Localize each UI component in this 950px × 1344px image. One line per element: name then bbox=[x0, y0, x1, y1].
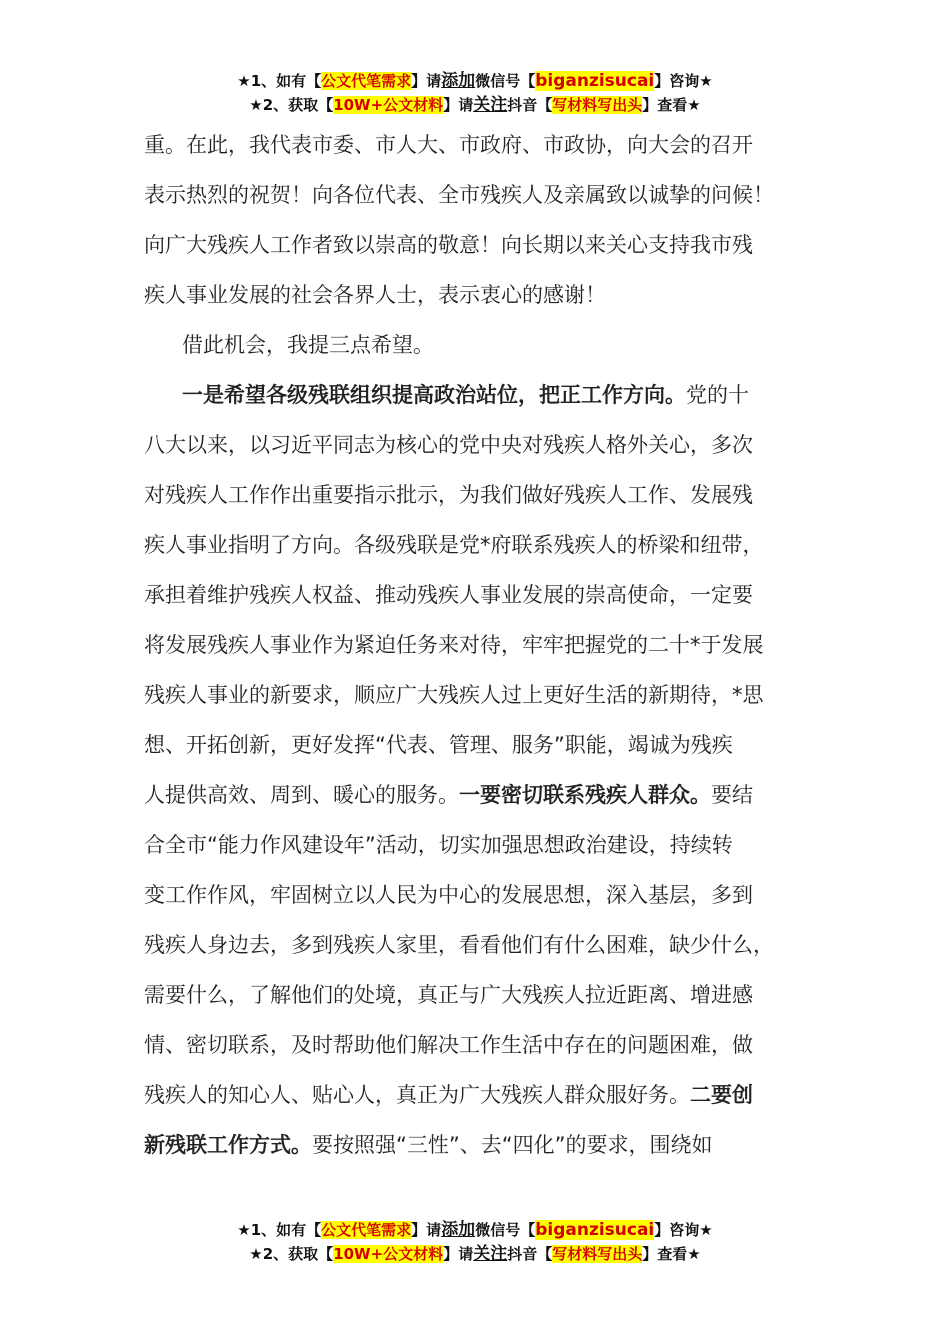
banner-douyin-id: 写材料写出头 bbox=[552, 1245, 643, 1263]
banner-douyin-id: 写材料写出头 bbox=[552, 96, 643, 114]
banner-underlined-text: 关注 bbox=[473, 1244, 508, 1264]
banner-underlined-text: 关注 bbox=[473, 95, 508, 115]
text-line: 情、密切联系，及时帮助他们解决工作生活中存在的问题困难，做 bbox=[144, 1033, 753, 1057]
text-run: 要结 bbox=[711, 783, 753, 807]
text-line: 承担着维护残疾人权益、推动残疾人事业发展的崇高使命，一定要 bbox=[144, 583, 753, 607]
text-run: 残疾人的知心人、贴心人，真正为广大残疾人群众服好务。 bbox=[144, 1083, 690, 1107]
text-line: 将发展残疾人事业作为紧迫任务来对待，牢牢把握党的二十*于发展 bbox=[144, 633, 764, 657]
banner-highlight: 10W+公文材料 bbox=[333, 96, 444, 114]
banner-text: ★1、如有【 bbox=[237, 1221, 322, 1239]
banner-line-2 bbox=[0, 93, 950, 117]
text-line: 想、开拓创新，更好发挥“代表、管理、服务”职能，竭诚为残疾 bbox=[144, 733, 733, 757]
text-line: 疾人事业指明了方向。各级残联是党*府联系残疾人的桥梁和纽带， bbox=[144, 533, 764, 557]
banner-wechat-id: biganzisucai bbox=[535, 71, 655, 91]
banner-underlined-text: 添加 bbox=[441, 71, 476, 91]
text-line: 疾人事业发展的社会各界人士，表示衷心的感谢！ bbox=[144, 283, 606, 307]
banner-text: 】查看★ bbox=[642, 1245, 701, 1263]
footer-banner bbox=[0, 1218, 950, 1266]
text-line bbox=[144, 1070, 824, 1120]
banner-text: 】请 bbox=[411, 72, 442, 90]
bold-subheading: 新残联工作方式。 bbox=[144, 1133, 312, 1157]
banner-wechat-id: biganzisucai bbox=[535, 1220, 655, 1240]
banner-line-1 bbox=[0, 69, 950, 93]
text-line: 对残疾人工作作出重要指示批示，为我们做好残疾人工作、发展残 bbox=[144, 483, 753, 507]
banner-text: ★2、获取【 bbox=[249, 96, 334, 114]
banner-text: 抖音【 bbox=[507, 96, 553, 114]
bold-subheading: 一要密切联系残疾人群众。 bbox=[459, 783, 711, 807]
bold-heading: 一是希望各级残联组织提高政治站位，把正工作方向。 bbox=[182, 383, 686, 407]
banner-text: 抖音【 bbox=[507, 1245, 553, 1263]
banner-line-1 bbox=[0, 1218, 950, 1242]
banner-text: 】请 bbox=[411, 1221, 442, 1239]
paragraph-heading-line bbox=[144, 370, 824, 420]
banner-text: 】查看★ bbox=[642, 96, 701, 114]
banner-underlined-text: 添加 bbox=[441, 1220, 476, 1240]
text-line: 残疾人身边去，多到残疾人家里，看看他们有什么困难，缺少什么， bbox=[144, 933, 774, 957]
paragraph-intro: 借此机会，我提三点希望。 bbox=[182, 333, 434, 357]
text-line: 需要什么，了解他们的处境，真正与广大残疾人拉近距离、增进感 bbox=[144, 983, 753, 1007]
banner-highlight: 公文代笔需求 bbox=[321, 72, 412, 90]
text-line: 重。在此，我代表市委、市人大、市政府、市政协，向大会的召开 bbox=[144, 133, 753, 157]
document-body bbox=[144, 120, 824, 1170]
banner-text: 微信号【 bbox=[475, 1221, 536, 1239]
banner-highlight: 公文代笔需求 bbox=[321, 1221, 412, 1239]
banner-text: 】咨询★ bbox=[654, 1221, 713, 1239]
text-line: 变工作作风，牢固树立以人民为中心的发展思想，深入基层，多到 bbox=[144, 883, 753, 907]
banner-line-2 bbox=[0, 1242, 950, 1266]
text-line: 残疾人事业的新要求，顺应广大残疾人过上更好生活的新期待，*思 bbox=[144, 683, 764, 707]
text-line bbox=[144, 770, 824, 820]
banner-text: 微信号【 bbox=[475, 72, 536, 90]
text-line: 向广大残疾人工作者致以崇高的敬意！向长期以来关心支持我市残 bbox=[144, 233, 753, 257]
text-line: 合全市“能力作风建设年”活动，切实加强思想政治建设，持续转 bbox=[144, 833, 733, 857]
bold-subheading: 二要创 bbox=[690, 1083, 753, 1107]
text-line: 表示热烈的祝贺！向各位代表、全市残疾人及亲属致以诚挚的问候！ bbox=[144, 183, 774, 207]
text-line: 八大以来，以习近平同志为核心的党中央对残疾人格外关心，多次 bbox=[144, 433, 753, 457]
text-run: 党的十 bbox=[686, 383, 749, 407]
text-line bbox=[144, 1120, 824, 1170]
text-run: 要按照强“三性”、去“四化”的要求，围绕如 bbox=[312, 1133, 713, 1157]
banner-text: 】请 bbox=[443, 1245, 474, 1263]
banner-text: 】咨询★ bbox=[654, 72, 713, 90]
header-banner bbox=[0, 69, 950, 117]
banner-text: ★1、如有【 bbox=[237, 72, 322, 90]
text-run: 人提供高效、周到、暖心的服务。 bbox=[144, 783, 459, 807]
banner-highlight: 10W+公文材料 bbox=[333, 1245, 444, 1263]
banner-text: 】请 bbox=[443, 96, 474, 114]
banner-text: ★2、获取【 bbox=[249, 1245, 334, 1263]
